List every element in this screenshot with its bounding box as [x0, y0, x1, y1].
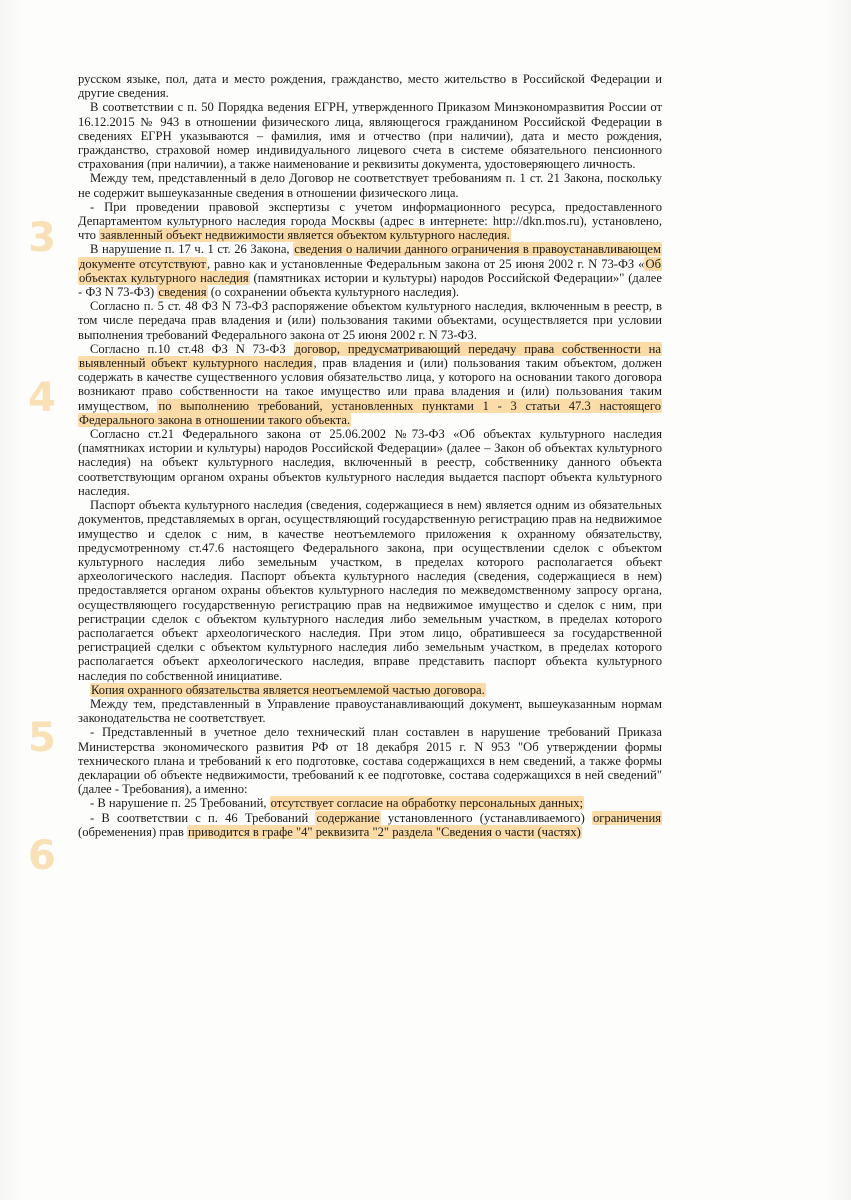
highlighted-text: сведения: [158, 285, 207, 300]
paragraph: [78, 796, 662, 810]
paragraph-text: Между тем, представленный в дело Договор не соответствует требованиям п. 1 ст. 21 Закона, поскольку не содержит вышеуказанные сведения в отношении физического лица.: [78, 171, 662, 200]
paragraph-text: В нарушение п. 17 ч. 1 ст. 26 Закона,: [90, 242, 294, 257]
paragraph: [78, 72, 662, 100]
paragraph: [78, 299, 662, 342]
paragraph-text: (о сохранении объекта культурного наследия).: [207, 285, 460, 300]
highlighted-text: содержание: [316, 810, 380, 825]
paragraph: [78, 200, 662, 243]
document-body: [78, 72, 662, 839]
paragraph: [78, 100, 662, 171]
paragraph: [78, 498, 662, 683]
highlighted-text: сведения о наличии данного ограничения в правоустанавливающем документе отсутствуют: [79, 242, 661, 271]
paragraph: [78, 242, 662, 299]
highlighted-text: приводится в графе "4" реквизита "2" раздела "Сведения о части (частях): [188, 824, 581, 839]
paragraph-text: Между тем, представленный в Управление правоустанавливающий документ, вышеуказанным нормам законодательства не соответствует.: [78, 696, 662, 726]
paragraph-text: русском языке, пол, дата и место рождения, гражданство, место жительство в Российской Федерации и другие сведения.: [78, 72, 662, 101]
paragraph-text: (памятниках истории и культуры) народов Российской Федерации»" (далее - ФЗ N 73-ФЗ): [78, 270, 662, 300]
highlighted-text: заявленный объект недвижимости является объектом культурного наследия.: [100, 228, 510, 243]
paragraph: [78, 811, 662, 839]
paragraph-text: (обременения) прав: [78, 824, 188, 839]
paragraph: [78, 171, 662, 199]
paragraph-text: Паспорт объекта культурного наследия (сведения, содержащиеся в нем) является одним из обязательных документов, представляемых в орган, осуществляющий государственную регистрацию прав на недвижимое имущество и сделок с ним, в качестве неотъемлемого приложения к охранному обязательству, предусмотренному ст.47.6 настоящего Федерального закона, при осуществлении сделок с объектом культурного наследия либо земельным участком, в пределах которого располагается объект археологического наследия. Паспорт объекта культурного наследия (сведения, содержащиеся в нем) предоставляется органом охраны объектов культурного наследия по межведомственному запросу органа, осуществляющего государственную регистрацию прав на недвижимое имущество и сделок с ним, при регистрации сделок с объектом культурного наследия либо земельным участком, в пределах которого располагается объект археологического наследия. При этом лицо, обратившееся за государственной регистрацией сделки с объектом культурного наследия либо земельным участком, в пределах которого располагается объект археологического наследия, вправе представить паспорт объекта культурного наследия по собственной инициативе.: [78, 498, 662, 683]
highlighted-text: Об объектах культурного наследия: [79, 256, 661, 285]
paragraph-text: , прав владения и (или) пользования таким объектом, должен содержать в качестве существенного условия обязательство лица, у которого на основании такого договора возникают право собственности на такое имущество или права владения и (или) пользования таким имуществом,: [78, 356, 662, 413]
paragraph-text: установленного (устанавливаемого): [380, 810, 592, 825]
highlighted-text: договор, предусматривающий передачу права собственности на выявленный объект культурного наследия: [79, 341, 661, 371]
paragraph-text: , равно как и установленные Федеральным закона от 25 июня 2002 г. N 73-ФЗ «: [206, 256, 645, 271]
paragraph-text: В соответствии с п. 50 Порядка ведения ЕГРН, утвержденного Приказом Минэкономразвития России от 16.12.2015 № 943 в отношении физического лица, являющегося гражданином Российской Федерации в сведениях ЕГРН указываются – фамилия, имя и отчество (при наличии), дата и место рождения, гражданство, страховой номер индивидуального лицевого счета в системе обязательного пенсионного страхования (при наличии), а также наименование и реквизиты документа, удостоверяющего личность.: [78, 100, 662, 172]
paragraph: [78, 342, 662, 427]
highlighted-text: Копия охранного обязательства является неотъемлемой частью договора.: [91, 682, 485, 697]
highlighted-text: по выполнению требований, установленных пунктами 1 - 3 статьи 47.3 настоящего Федерального закона в отношении такого объекта.: [79, 398, 661, 427]
paragraph-text: - В нарушение п. 25 Требований,: [90, 796, 270, 811]
paragraph: [78, 683, 662, 697]
paragraph-text: Согласно ст.21 Федерального закона от 25.06.2002 №73-ФЗ «Об объектах культурного наследия (памятниках истории и культуры) народов Российской Федерации» (далее – Закон об объектах культурного наследия) на объект культурного наследия, включенный в реестр, собственнику данного объекта соответствующим органом охраны объектов культурного наследия выдается паспорт объекта культурного наследия.: [78, 427, 662, 498]
paragraph-text: Согласно п. 5 ст. 48 ФЗ N 73-ФЗ распоряжение объектом культурного наследия, включенным в реестр, в том числе передача прав владения и (или) пользования такими объектами, осуществляется при условии выполнения требований Федерального закона от 25 июня 2002 г. N 73-ФЗ.: [78, 299, 662, 342]
margin-marker-6: 6: [28, 833, 56, 879]
paragraph-text: Согласно п.10 ст.48 ФЗ N 73-ФЗ: [90, 341, 294, 356]
margin-marker-5: 5: [28, 715, 56, 761]
margin-marker-3: 3: [28, 215, 56, 261]
paragraph-text: - Представленный в учетное дело технический план составлен в нарушение требований Приказа Министерства экономического развития РФ от 18 декабря 2015 г. N 953 "Об утверждении формы технического плана и требований к его подготовке, состава содержащихся в нем сведений, а также формы декларации об объекте недвижимости, требований к ее подготовке, состава содержащихся в ней сведений" (далее - Требования), а именно:: [78, 725, 662, 797]
paragraph: [78, 725, 662, 796]
highlighted-text: ограничения: [592, 810, 661, 825]
paragraph: [78, 427, 662, 498]
paragraph-text: - В соответствии с п. 46 Требований: [90, 810, 316, 825]
paragraph-text: - При проведении правовой экспертизы с учетом информационного ресурса, предоставленного Департаментом культурного наследия города Москвы (адрес в интернете: http://dkn.mos.ru), установлено, что: [78, 199, 662, 243]
paragraph: [78, 697, 662, 725]
highlighted-text: отсутствует согласие на обработку персональных данных;: [270, 796, 583, 811]
margin-marker-4: 4: [28, 375, 56, 421]
